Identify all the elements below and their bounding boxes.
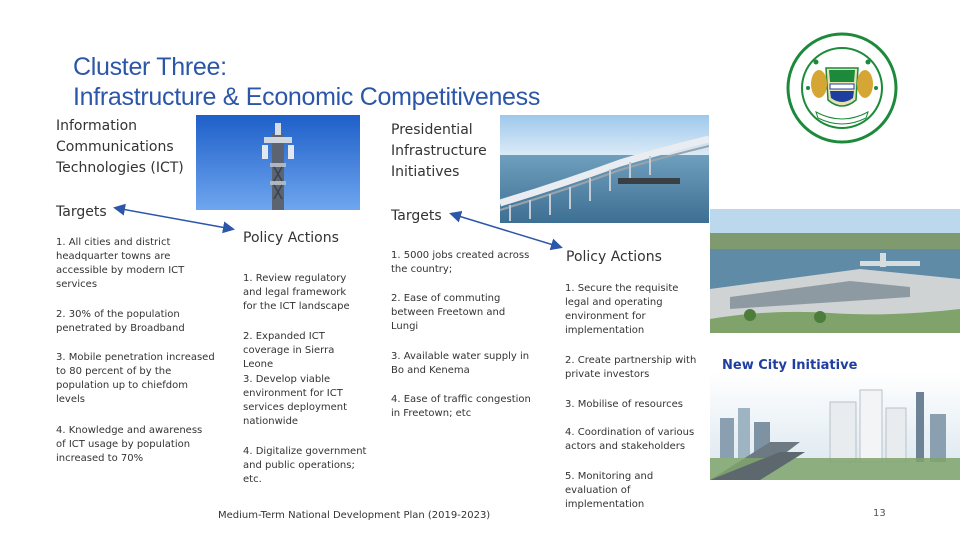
presidential-target-2: 2. Ease of commuting between Freetown and Lungi — [391, 293, 506, 332]
ict-target-1: 1. All cities and district headquarter towns are accessible by modern ICT services — [56, 237, 185, 290]
presidential-policy-3: 3. Mobilise of resources — [565, 399, 683, 410]
presidential-policy-5: 5. Monitoring and evaluation of implementation — [565, 471, 654, 510]
ict-policy-4: 4. Digitalize government and public operations; etc. — [243, 446, 367, 485]
presidential-policy-label: Policy Actions — [566, 249, 662, 265]
ict-targets-label: Targets — [56, 204, 107, 220]
ict-heading-line-1: Information — [56, 118, 138, 134]
ict-policy-label: Policy Actions — [243, 230, 339, 246]
presidential-policy-1: 1. Secure the requisite legal and operating environment for implementation — [565, 283, 679, 336]
presidential-target-3: 3. Available water supply in Bo and Kenema — [391, 351, 530, 376]
ict-heading-line-2: Communications — [56, 139, 174, 155]
page-number: 13 — [873, 508, 886, 519]
ict-target-4: 4. Knowledge and awareness of ICT usage by population increased to 70% — [56, 425, 203, 464]
ict-target-3: 3. Mobile penetration increased to 80 percent of by the population up to chiefdom levels — [56, 352, 215, 405]
ict-policy-1: 1. Review regulatory and legal framework for the ICT landscape — [243, 273, 350, 312]
ict-heading-line-3: Technologies (ICT) — [56, 160, 184, 176]
presidential-policy-2: 2. Create partnership with private investors — [565, 355, 697, 380]
ict-policy-3: 3. Develop viable environment for ICT services deployment nationwide — [243, 374, 348, 427]
presidential-targets-arrow — [452, 214, 560, 247]
footer-text: Medium-Term National Development Plan (2019-2023) — [218, 510, 491, 521]
presidential-heading-line-2: Infrastructure — [391, 143, 487, 159]
new-city-label: New City Initiative — [722, 358, 858, 373]
ict-targets-arrow — [116, 208, 232, 229]
title-line-2: Infrastructure & Economic Competitiveness — [73, 83, 541, 111]
presidential-target-4: 4. Ease of traffic congestion in Freetown; etc — [391, 394, 531, 419]
presidential-heading-line-3: Initiatives — [391, 164, 460, 180]
title-line-1: Cluster Three: — [73, 53, 227, 81]
presidential-policy-4: 4. Coordination of various actors and stakeholders — [565, 427, 695, 452]
presidential-target-1: 1. 5000 jobs created across the country; — [391, 250, 530, 275]
ict-policy-2: 2. Expanded ICT coverage in Sierra Leone — [243, 331, 335, 370]
ict-target-2: 2. 30% of the population penetrated by Broadband — [56, 309, 185, 334]
presidential-targets-label: Targets — [391, 208, 442, 224]
presidential-heading-line-1: Presidential — [391, 122, 473, 138]
